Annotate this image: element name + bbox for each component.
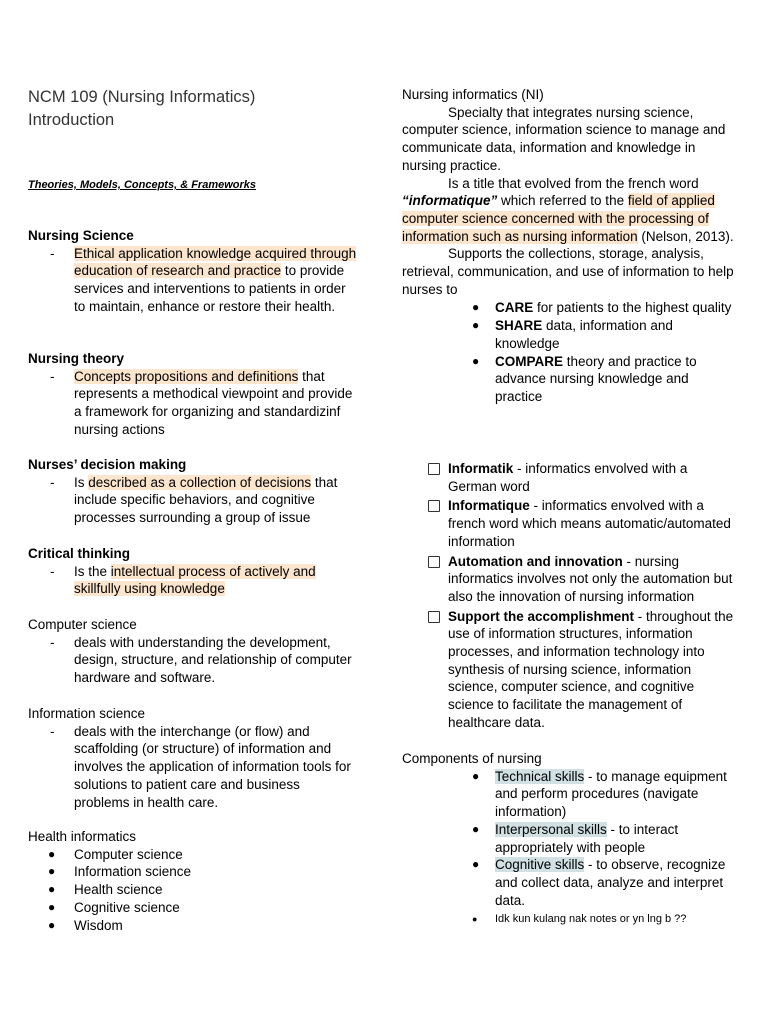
item-text: - to observe, recognize and collect data, analyze and interpret data. [495, 857, 726, 908]
bullet-marker: ● [48, 882, 56, 897]
list-item [28, 634, 358, 687]
dash-marker: - [50, 723, 55, 739]
item-text: - to manage equipment and perform procedures (navigate information) [495, 768, 727, 820]
bullet-marker: ● [472, 914, 478, 925]
computer-science-section [28, 616, 358, 687]
checklist-section [402, 460, 738, 734]
list-item [28, 846, 358, 864]
list-item [28, 474, 358, 527]
text: which referred to the [497, 193, 628, 209]
list-item [28, 245, 358, 316]
ni-paragraph-1: Specialty that integrates nursing science, computer science, information science to manage and communicate data, information and knowledge in nursing practice. [402, 104, 726, 173]
highlighted-term: Interpersonal skills [495, 821, 607, 837]
list-item [28, 723, 358, 812]
health-informatics-heading: Health informatics [28, 829, 137, 844]
checklist-item [402, 608, 738, 732]
note-text: Idk kun kulang nak notes or yn lng b ?? [495, 913, 687, 926]
nursing-informatics-section [402, 86, 738, 406]
item-text: Cognitive science [74, 899, 180, 915]
item-text: Wisdom [74, 917, 123, 933]
list-item [402, 821, 738, 856]
checkbox[interactable] [428, 556, 440, 568]
text: Is a title that evolved from the french word [448, 175, 699, 191]
item-text: - to interact appropriately with people [495, 821, 679, 855]
list-item [402, 299, 738, 317]
nursing-science-section [28, 227, 358, 316]
list-item [28, 899, 358, 917]
information-science-heading: Information science [28, 706, 146, 721]
dash-marker: - [50, 245, 55, 261]
ni-paragraph-2 [402, 175, 738, 246]
highlighted-text: Concepts propositions and definitions [74, 368, 299, 384]
nursing-theory-heading: Nursing theory [28, 351, 125, 366]
item-text: that represents a methodical viewpoint and provide a framework for organizing and standardizinf nursing actions [74, 368, 353, 437]
highlighted-text: described as a collection of decisions [88, 474, 312, 490]
dash-marker: - [50, 474, 55, 490]
item-text: - informatics envolved with a German word [448, 461, 688, 494]
bullet-marker: ● [472, 300, 480, 315]
bullet-marker: ● [472, 353, 480, 368]
nursing-theory-section [28, 350, 358, 439]
checklist-item [402, 497, 738, 550]
highlighted-term: Technical skills [495, 768, 585, 784]
title-line-1: NCM 109 (Nursing Informatics) [28, 88, 256, 106]
item-text: - throughout the use of information structures, information processes, and information technology into synthesis of nursing science, information science, computer science, and cognitive science to facilitate the management of healthcare data. [448, 608, 734, 730]
list-item [402, 911, 738, 929]
bullet-marker: ● [48, 864, 56, 879]
bullet-marker: ● [472, 768, 480, 783]
bullet-marker: ● [472, 318, 480, 333]
bold-term: SHARE [495, 318, 543, 334]
list-item [28, 368, 358, 439]
item-text: to provide services and interventions to patients in order to maintain, enhance or restore their health. [74, 263, 346, 314]
term-informatique: “informatique” [402, 193, 498, 209]
item-text: - nursing informatics involves not only the automation but also the innovation of nursing information [448, 553, 733, 604]
checkbox[interactable] [428, 500, 440, 512]
checklist-item [402, 460, 738, 495]
section-subtitle: Theories, Models, Concepts, & Frameworks [28, 179, 257, 191]
item-text: for patients to the highest quality [533, 300, 732, 316]
highlighted-text: Ethical application knowledge acquired through education of research and practice [74, 245, 357, 279]
bold-term: COMPARE [495, 353, 564, 369]
bullet-marker: ● [48, 917, 56, 932]
checklist-item [402, 553, 738, 606]
decision-making-section [28, 456, 358, 527]
information-science-section [28, 705, 358, 811]
health-informatics-section [28, 828, 358, 934]
bold-term: Informatik [448, 461, 514, 476]
bold-term: CARE [495, 300, 534, 316]
text: (Nelson, 2013). [637, 228, 734, 244]
dash-marker: - [50, 368, 55, 384]
bullet-marker: ● [48, 899, 56, 914]
list-item [402, 768, 738, 821]
highlighted-text: intellectual process of actively and skillfully using knowledge [74, 563, 316, 597]
list-item [402, 856, 738, 909]
decision-making-heading: Nurses’ decision making [28, 457, 187, 472]
bold-term: Informatique [448, 498, 530, 514]
highlighted-text: field of applied computer science concerned with the processing of information such as nursing information [402, 193, 715, 244]
critical-thinking-heading: Critical thinking [28, 546, 131, 561]
list-item [28, 563, 358, 598]
bullet-marker: ● [472, 821, 480, 836]
item-text: Health science [74, 882, 163, 898]
checkbox[interactable] [428, 611, 440, 623]
title-line-2: Introduction [28, 110, 115, 129]
critical-thinking-section [28, 545, 358, 598]
list-item [402, 353, 738, 406]
components-section [402, 750, 738, 929]
nursing-science-heading: Nursing Science [28, 228, 134, 243]
list-item [28, 917, 358, 935]
bold-term: Automation and innovation [448, 553, 623, 569]
item-text: data, information and knowledge [495, 318, 673, 351]
item-text-pre: Is the [74, 563, 111, 579]
dash-marker: - [50, 563, 55, 579]
page-title [28, 86, 255, 131]
ni-paragraph-3: Supports the collections, storage, analysis, retrieval, communication, and use of information to help nurses to [402, 246, 734, 297]
item-text: Information science [74, 864, 192, 880]
list-item [28, 863, 358, 881]
item-text: deals with understanding the development, design, structure, and relationship of computer hardware and software. [74, 634, 352, 686]
bullet-marker: ● [472, 857, 480, 872]
bold-term: Support the accomplishment [448, 608, 635, 624]
computer-science-heading: Computer science [28, 617, 137, 632]
list-item [28, 881, 358, 899]
checkbox[interactable] [428, 463, 440, 475]
ni-bullets [402, 299, 738, 405]
list-item [402, 317, 738, 352]
components-heading: Components of nursing [402, 751, 542, 766]
item-text-pre: Is [74, 474, 89, 490]
item-text: that include specific behaviors, and cognitive processes surrounding a group of issue [74, 474, 338, 526]
highlighted-term: Cognitive skills [495, 857, 585, 873]
item-text: theory and practice to advance nursing knowledge and practice [495, 353, 697, 404]
bullet-marker: ● [48, 846, 56, 861]
dash-marker: - [50, 634, 55, 650]
item-text: - informatics envolved with a french word which means automatic/automated information [448, 498, 731, 549]
item-text: Computer science [74, 846, 183, 862]
item-text: deals with the interchange (or flow) and scaffolding (or structure) of information and involves the application of information tools for solutions to patient care and business problems in health care. [74, 723, 351, 810]
ni-heading: Nursing informatics (NI) [402, 87, 544, 102]
